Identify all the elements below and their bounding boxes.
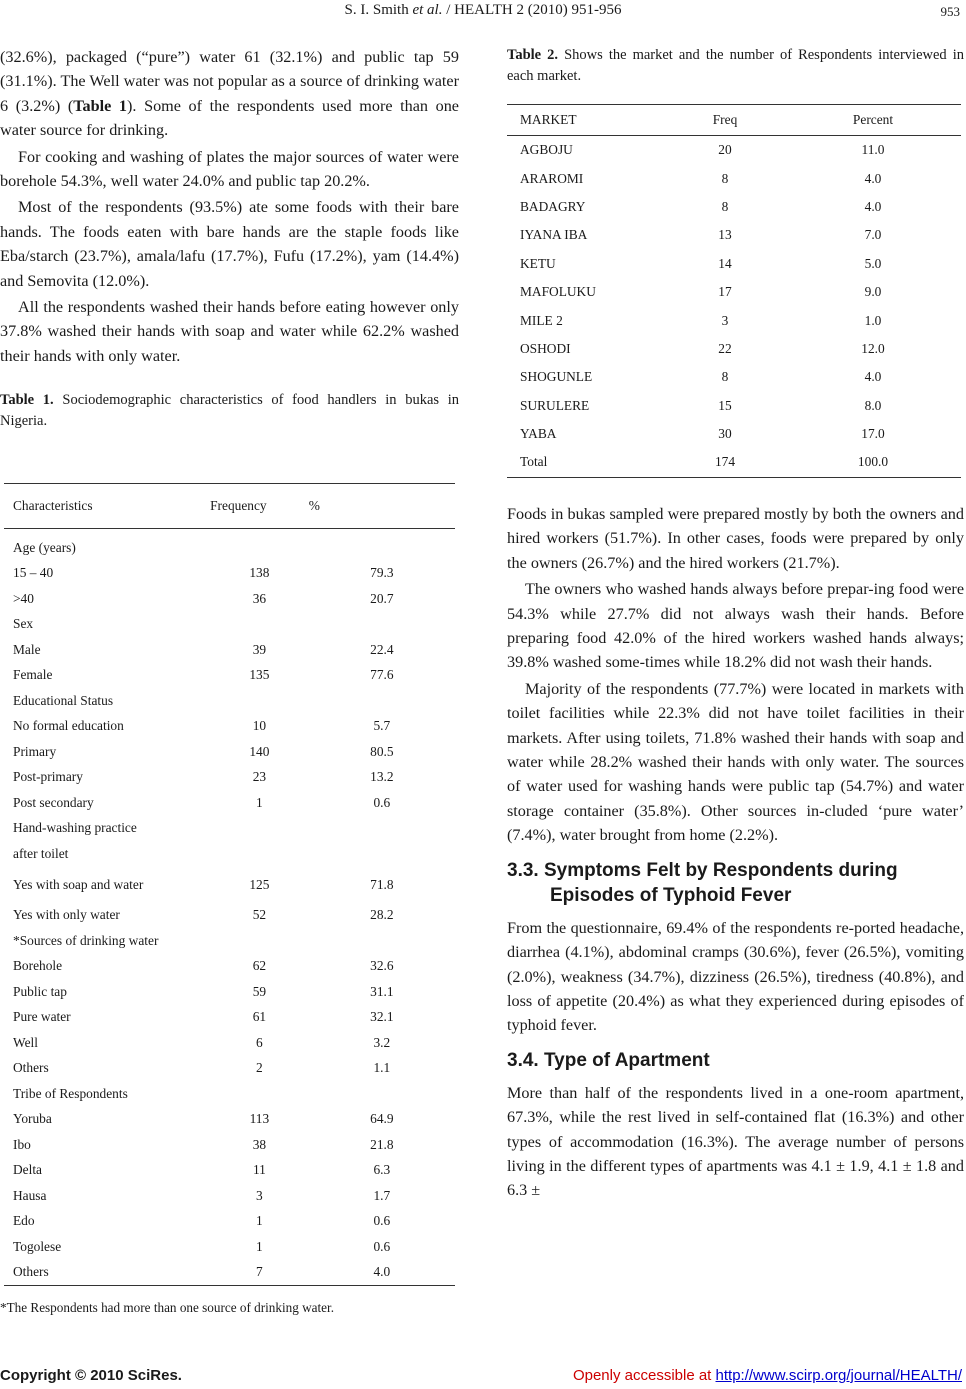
table1-row: [4, 1234, 455, 1260]
table1-cell: Togolese: [13, 1238, 62, 1254]
paragraph: More than half of the respondents lived in a one-room apartment, 67.3%, while the rest lived in self-contained flat (16.3%) and other types of accommodation (16.3%). The average number of persons living in the different types of apartments was 4.1 ± 1.9, 4.1 ± 1.8 and 6.3 ±: [507, 1083, 964, 1200]
section-heading-line: Episodes of Typhoid Fever: [550, 884, 792, 906]
table1-cell: Pure water: [13, 1009, 71, 1025]
table2-header-cell: Freq: [665, 105, 785, 136]
right-column: [507, 45, 964, 87]
table1-cell: 3: [256, 1187, 263, 1203]
paragraph: Most of the respondents (93.5%) ate some foods with their bare hands. The foods eaten with bare hands are the staple foods like Eba/starch (23.7%), amala/lafu (17.7%), Fufu (17.2%), yam (14.4%) and Semovita (12.0%).: [0, 198, 459, 290]
paragraph: The owners who washed hands always before prepar-ing food were 54.3% while 27.7% did not always wash their hands. Before preparing food 42.0% of the hired workers washed hands always; 39.8% washed some-times while 18.2% did not wash their hands.: [507, 580, 964, 672]
table1-row: [4, 841, 455, 867]
table2-cell: 9.0: [864, 284, 882, 300]
table1-row: [4, 1081, 455, 1107]
table1-row: [4, 1183, 455, 1209]
table2-cell: 14: [718, 255, 732, 271]
table1-header-cell: Characteristics: [4, 484, 210, 529]
table1-cell: 79.3: [370, 565, 394, 581]
table1-cell: Well: [13, 1034, 38, 1050]
table1-cell: 61: [252, 1009, 267, 1025]
paragraph: From the questionnaire, 69.4% of the respondents re-ported headache, diarrhea (4.1%), abdominal cramps (30.6%), fever (26.5%), vomiting (2.0%), weakness (34.7%), dizziness (26.5%), tiredness (40.8%), and loss of appetite (20.4%) as what they experienced during episodes of typhoid fever.: [507, 918, 964, 1035]
table1-row: [4, 688, 455, 714]
table2-cell: KETU: [520, 255, 556, 271]
table1-cell: Others: [4, 1260, 210, 1286]
access-text: Openly accessible at: [572, 1367, 716, 1384]
table1-cell: 0.6: [373, 1213, 391, 1229]
table1-cell: No formal education: [13, 718, 124, 734]
table1-cell: 20.7: [370, 590, 394, 606]
table2-row: [507, 448, 961, 477]
table1-cell: 7: [210, 1260, 309, 1286]
table1-cell: >40: [13, 590, 34, 606]
table1-cell: [309, 1081, 455, 1107]
table1-cell: Yes with only water: [13, 907, 120, 923]
paragraph: (32.6%), packaged (“pure”) water 61 (32.1%) and public tap 59 (31.1%). The Well water was not popular as a source of drinking water 6 (3.2%) (Table 1). Some of the respondents used more than one water source for drinking.: [0, 48, 459, 140]
table2-row: [507, 335, 961, 363]
table1-cell: [210, 612, 309, 638]
table1-cell: Primary: [13, 743, 57, 759]
table1-cell: Hausa: [13, 1187, 47, 1203]
table1-cell: 71.8: [370, 876, 394, 892]
table2-cell: 100.0: [785, 448, 961, 477]
table2-cell: 17.0: [861, 426, 885, 442]
table1-cell: [210, 928, 309, 954]
table2-cell: 11.0: [861, 142, 885, 158]
table2-cell: Total: [507, 448, 665, 477]
table1-header-cell: %: [309, 484, 455, 529]
table2-cell: 17: [718, 284, 732, 300]
header-authors: S. I. Smith: [344, 2, 413, 18]
table1-row: [4, 714, 455, 740]
table1-cell: [210, 816, 309, 842]
table1-row: [4, 954, 455, 980]
table1-cell: [210, 1081, 309, 1107]
table1-row: [4, 561, 455, 587]
table2-row: [507, 250, 961, 278]
table2-cell: 8: [721, 170, 729, 186]
table2-cell: 15: [718, 397, 732, 413]
table2-cell: 12.0: [861, 340, 885, 356]
table1-row: [4, 816, 455, 842]
table1-cell: 0.6: [373, 1238, 391, 1254]
table2-cell: 7.0: [864, 227, 882, 243]
table2-cell: ARAROMI: [520, 170, 584, 186]
table2-cell: 20: [718, 142, 732, 158]
table1-cell: 59: [252, 983, 267, 999]
table1-cell: Post-primary: [13, 769, 83, 785]
table2-cell: 5.0: [864, 255, 882, 271]
table1-cell: 21.8: [370, 1136, 394, 1152]
table1-cell: 39: [252, 641, 267, 657]
table1-row: [4, 979, 455, 1005]
table1-cell: Age (years): [13, 539, 76, 555]
table2-cell: 1.0: [864, 312, 882, 328]
table1-cell: Yoruba: [13, 1111, 52, 1127]
table1-cell: 135: [249, 667, 270, 683]
table2-caption: [507, 45, 964, 87]
table1-row: [4, 1056, 455, 1082]
table1-cell: 13.2: [370, 769, 394, 785]
journal-citation: [0, 2, 966, 19]
table2-cell: 22: [718, 340, 732, 356]
table1-cell: 15 – 40: [13, 565, 54, 581]
table1-header-row: [4, 484, 455, 529]
table2-caption-text: Shows the market and the number of Respondents interviewed in each market.: [507, 47, 964, 84]
paragraph: Majority of the respondents (77.7%) were located in markets with toilet facilities while 22.3% did not have toilet facilities in their markets. After using toilets, 71.8% washed their hands with soap and water while 28.2% washed their hands with only water. The sources of water used for washing hands were public tap (54.7%) and water storage container (35.8%). Other sources in-cluded ‘pure water’ (7.4%), water brought from home (2.2%).: [507, 679, 964, 845]
table1-cell: 113: [249, 1111, 270, 1127]
table1-caption-text: Sociodemographic characteristics of food handlers in bukas in Nigeria.: [0, 392, 459, 430]
table2-header-row: [507, 105, 961, 136]
table1-cell: 32.1: [370, 1009, 394, 1025]
table1-row: [4, 1132, 455, 1158]
table1-cell: 1: [256, 1213, 263, 1229]
table1-cell: 2: [256, 1060, 263, 1076]
table1-row: [4, 739, 455, 765]
table1-cell: 62: [252, 958, 267, 974]
table1-cell: [309, 816, 455, 842]
table2-row: [507, 221, 961, 249]
table1-cell: 3.2: [373, 1034, 391, 1050]
table1-row: [4, 586, 455, 612]
table1-cell: Educational Status: [13, 692, 114, 708]
table1-cell: 125: [249, 876, 270, 892]
paragraph: Foods in bukas sampled were prepared mostly by both the owners and hired workers (51.7%). In other cases, foods were prepared by only the owners (26.7%) and the hired workers (21.7%).: [507, 505, 964, 572]
table1-row: [4, 612, 455, 638]
table1-cell: Yes with soap and water: [13, 877, 144, 892]
table1-row: [4, 765, 455, 791]
table1-cell: Male: [13, 641, 41, 657]
table2-caption-label: Table 2.: [507, 47, 559, 63]
table1-cell: Post secondary: [13, 794, 94, 810]
table2-header-cell: MARKET: [507, 105, 665, 136]
table2-row: [507, 420, 961, 448]
table1-row: [4, 867, 455, 903]
left-column: [0, 45, 459, 432]
table1-cell: 77.6: [370, 667, 394, 683]
table2-cell: SHOGUNLE: [520, 369, 593, 385]
table1-row: [4, 928, 455, 954]
table1-row: [4, 637, 455, 663]
table1-cell: Borehole: [13, 958, 63, 974]
page-number: 953: [940, 4, 960, 19]
table2-cell: 174: [665, 448, 785, 477]
table2-cell: BADAGRY: [520, 198, 586, 214]
table1-row: [4, 1107, 455, 1133]
table1-cell: 11: [252, 1162, 266, 1178]
table1-cell: [210, 841, 309, 867]
table2-cell: YABA: [520, 426, 557, 442]
table1-cell: Others: [13, 1060, 49, 1076]
table1-cell: after toilet: [13, 845, 69, 861]
table1-cell: 5.7: [373, 718, 391, 734]
table1-cell: Delta: [13, 1162, 42, 1178]
table2: [507, 104, 961, 478]
table-ref: Table 1: [73, 96, 128, 115]
table2-cell: 3: [721, 312, 729, 328]
table1-caption-label: Table 1.: [0, 392, 54, 409]
table1-cell: [309, 928, 455, 954]
section-heading-line: 3.3. Symptoms Felt by Respondents during: [507, 859, 898, 881]
table2-header-cell: Percent: [785, 105, 961, 136]
table1-header-cell: Frequency: [210, 484, 309, 529]
table1-cell: *Sources of drinking water: [13, 932, 159, 948]
table1-row: [4, 1030, 455, 1056]
right-body-text: [507, 502, 964, 1203]
table2-cell: OSHODI: [520, 340, 571, 356]
paragraph: For cooking and washing of plates the major sources of water were borehole 54.3%, well water 24.0% and public tap 20.2%.: [0, 147, 459, 191]
table1-cell: Public tap: [13, 983, 67, 999]
table1-cell: 23: [252, 769, 267, 785]
table2-cell: SURULERE: [520, 397, 590, 413]
paragraph: All the respondents washed their hands before eating however only 37.8% washed their hands with soap and water while 62.2% washed their hands with only water.: [0, 298, 459, 365]
table1-cell: Sex: [13, 616, 34, 632]
journal-link[interactable]: http://www.scirp.org/journal/HEALTH/: [715, 1367, 962, 1384]
table1-cell: 140: [249, 743, 270, 759]
table1-cell: 28.2: [370, 907, 394, 923]
table1-cell: 138: [249, 565, 270, 581]
table1-footnote: *The Respondents had more than one source of drinking water.: [0, 1300, 334, 1315]
table1-cell: 22.4: [370, 641, 394, 657]
table2-row: [507, 164, 961, 192]
table2-row: [507, 392, 961, 420]
table1-cell: [210, 688, 309, 714]
table1-cell: 10: [252, 718, 267, 734]
table2-cell: 8.0: [864, 397, 882, 413]
table1-cell: Ibo: [13, 1136, 31, 1152]
header-journal: / HEALTH 2 (2010) 951-956: [442, 2, 622, 18]
copyright-notice: Copyright © 2010 SciRes.: [0, 1367, 182, 1384]
table2-cell: 30: [718, 426, 732, 442]
table1-cell: 1.7: [373, 1187, 391, 1203]
table2-cell: 13: [718, 227, 732, 243]
table2-cell: 8: [721, 198, 729, 214]
table1-cell: Tribe of Respondents: [13, 1085, 128, 1101]
table1-cell: Edo: [13, 1213, 35, 1229]
table1-row: [4, 1158, 455, 1184]
table2-cell: 4.0: [864, 369, 882, 385]
table1-cell: 1.1: [373, 1060, 391, 1076]
table1-cell: [309, 841, 455, 867]
table1-cell: 6.3: [373, 1162, 391, 1178]
table2-cell: IYANA IBA: [520, 227, 588, 243]
section-heading-3-4: 3.4. Type of Apartment: [507, 1049, 710, 1071]
table1-row: [4, 903, 455, 929]
header-etal: et al.: [412, 2, 443, 18]
table1-row: [4, 1005, 455, 1031]
table1-cell: 1: [256, 794, 263, 810]
table1-row: [4, 1260, 455, 1286]
table1-cell: 1: [256, 1238, 263, 1254]
table2-cell: MILE 2: [520, 312, 563, 328]
table2-row: [507, 136, 961, 165]
table1: [4, 483, 455, 1286]
table2-cell: 8: [721, 369, 729, 385]
table1-row: [4, 529, 455, 561]
table1-cell: 38: [252, 1136, 267, 1152]
running-header: [0, 2, 966, 22]
table1-cell: Hand-washing practice: [13, 820, 137, 836]
table2-cell: AGBOJU: [520, 142, 573, 158]
table2-cell: MAFOLUKU: [520, 284, 596, 300]
table1-cell: [210, 529, 309, 561]
table1-cell: 0.6: [373, 794, 391, 810]
table2-row: [507, 278, 961, 306]
table2-row: [507, 193, 961, 221]
section-heading-3-3: [507, 858, 964, 908]
table1-cell: [309, 529, 455, 561]
table1-cell: 4.0: [309, 1260, 455, 1286]
table1-cell: 32.6: [370, 958, 394, 974]
table1-cell: Female: [13, 667, 53, 683]
access-notice: [573, 1367, 962, 1384]
table2-cell: 4.0: [864, 170, 882, 186]
table1-cell: 52: [252, 907, 267, 923]
table1-row: [4, 1209, 455, 1235]
table1-cell: 36: [252, 590, 267, 606]
table1-cell: 31.1: [370, 983, 394, 999]
table1-row: [4, 790, 455, 816]
table2-row: [507, 306, 961, 334]
table2-cell: 4.0: [864, 198, 882, 214]
table1-cell: 64.9: [370, 1111, 394, 1127]
table2-row: [507, 363, 961, 391]
table1-caption: [0, 390, 459, 432]
table1-row: [4, 663, 455, 689]
table1-cell: [309, 688, 455, 714]
table1-cell: [309, 612, 455, 638]
table1-cell: 6: [256, 1034, 263, 1050]
table1-cell: 80.5: [370, 743, 394, 759]
